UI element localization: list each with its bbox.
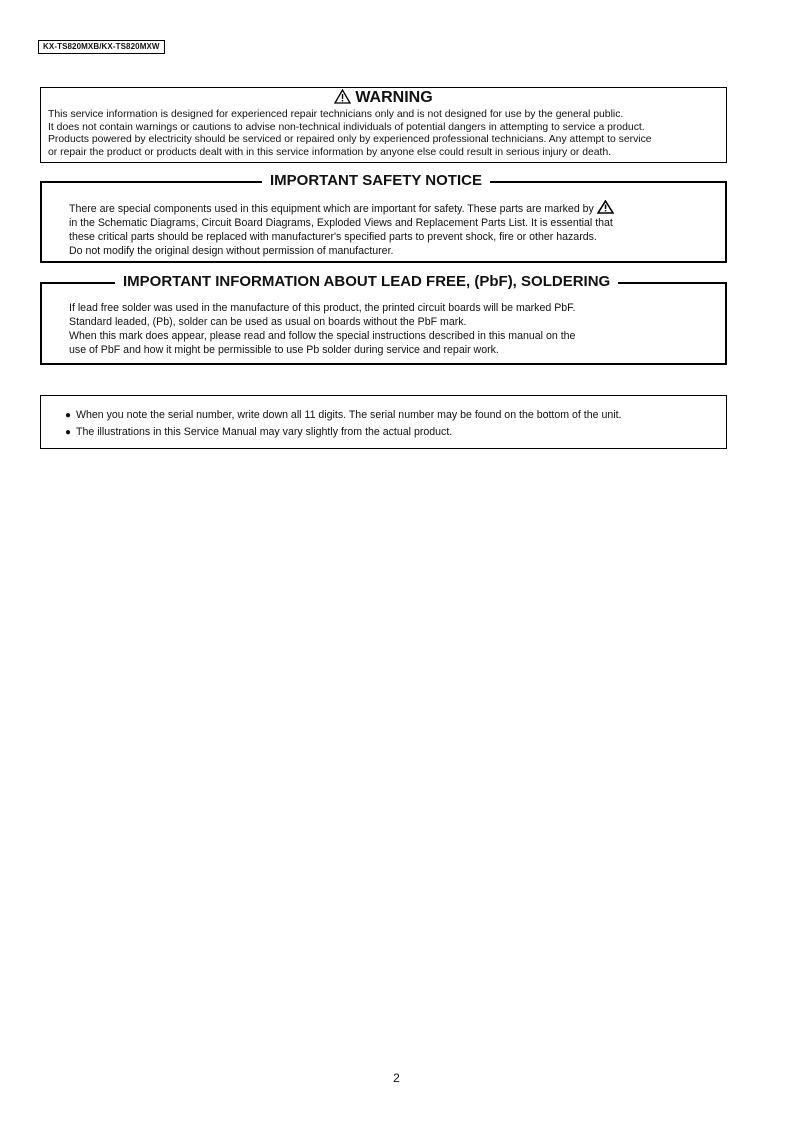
warning-text — [41, 107, 726, 159]
lead-free-line: Standard leaded, (Pb), solder can be used as usual on boards without the PbF mark. — [69, 316, 467, 328]
note-text: When you note the serial number, write down all 11 digits. The serial number may be found on the bottom of the unit. — [76, 409, 622, 421]
safety-notice-text — [42, 183, 725, 258]
note-text: The illustrations in this Service Manual may vary slightly from the actual product. — [76, 426, 453, 438]
notes-box — [40, 395, 727, 449]
safety-line-text: There are special components used in this equipment which are important for safety. These parts are marked by — [69, 203, 594, 215]
warning-line: Products powered by electricity should be serviced or repaired only by experienced professional technicians. Any attempt to service — [48, 134, 652, 146]
lead-free-line: When this mark does appear, please read and follow the special instructions described in this manual on the — [69, 330, 576, 342]
warning-title: WARNING — [355, 89, 433, 106]
lead-free-title: IMPORTANT INFORMATION ABOUT LEAD FREE, (PbF), SOLDERING — [115, 273, 618, 291]
safety-line: these critical parts should be replaced with manufacturer's specified parts to prevent shock, fire or other hazards. — [69, 231, 597, 243]
warning-triangle-icon — [334, 89, 351, 104]
lead-free-line: use of PbF and how it might be permissible to use Pb solder during service and repair work. — [69, 344, 499, 356]
model-number-tag: KX-TS820MXB/KX-TS820MXW — [38, 40, 165, 54]
bullet-icon: ● — [65, 427, 72, 438]
safety-line — [69, 200, 725, 216]
page-number: 2 — [393, 1071, 400, 1085]
warning-line: This service information is designed for experienced repair technicians only and is not designed for use by the general public. — [48, 109, 624, 120]
safety-notice-box — [40, 172, 727, 263]
safety-notice-title: IMPORTANT SAFETY NOTICE — [262, 172, 490, 190]
safety-line: Do not modify the original design without permission of manufacturer. — [69, 245, 394, 257]
warning-line: or repair the product or products dealt with in this service information by anyone else could result in serious injury or death. — [48, 146, 612, 158]
warning-heading — [41, 89, 726, 107]
warning-box — [40, 87, 727, 163]
note-item — [65, 407, 726, 424]
lead-free-box — [40, 273, 727, 365]
safety-line: in the Schematic Diagrams, Circuit Board Diagrams, Exploded Views and Replacement Parts List. It is essential that — [69, 217, 613, 229]
note-item — [65, 424, 726, 441]
safety-triangle-icon — [597, 200, 614, 214]
lead-free-line: If lead free solder was used in the manufacture of this product, the printed circuit boards will be marked PbF. — [69, 302, 576, 314]
lead-free-text — [42, 284, 725, 357]
bullet-icon: ● — [65, 410, 72, 421]
warning-line: It does not contain warnings or cautions to advise non-technical individuals of potential dangers in attempting to service a product. — [48, 121, 645, 133]
